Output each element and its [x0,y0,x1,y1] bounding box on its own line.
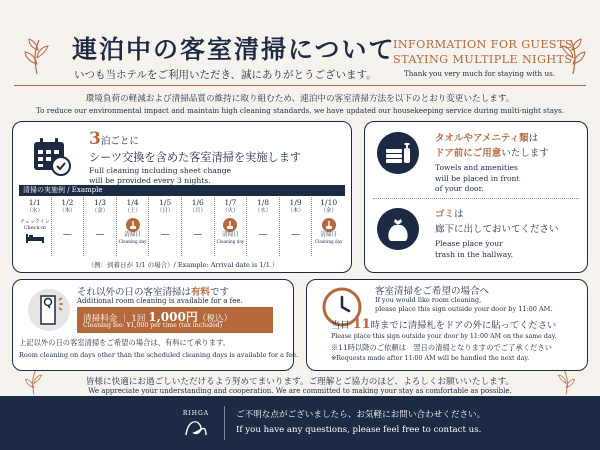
cleaning-day-icon [223,218,237,232]
checkin-en: Check-in [23,225,46,231]
towels-trash-card [364,121,588,273]
checkin-label [19,219,51,231]
fee-tax: （税込） [197,314,233,324]
cleaning-day-label-en: Cleaning day [216,239,245,244]
extra-note-en: Room cleaning on days other than the scheduled cleaning days is available for a fee. [19,351,299,359]
frequency-en-line1: Full cleaning including sheet change [89,166,232,175]
no-cleaning-dash: — [62,230,72,240]
header-divider [14,85,586,86]
schedule-date: 1/3 [93,198,107,207]
request-heading: 客室清掃をご希望の場合へ [375,286,490,297]
schedule-day [312,197,345,256]
extra-heading [77,284,229,298]
page-title-en [393,37,573,67]
towels-en-line2: will be placed in front [435,173,520,183]
towels-door-accent: ドア前にご用意 [435,148,502,159]
fee-en: Cleaning fee: ¥1,000 per time (tax included) [83,322,223,329]
cleaning-day-label: 清掃日 [124,232,141,238]
cleaning-day-label: 清掃日 [320,232,337,238]
cleaning-day-label-en: Cleaning day [118,239,147,244]
title-en-line2: STAYING MULTIPLE NIGHTS [393,53,573,66]
trash-en-line2: trash in the hallway. [435,249,513,259]
footer-contact-jp: ご不明な点がございましたら、お気軽にお問い合わせください。 [236,410,486,420]
footer [0,396,600,450]
example-label: 清掃の実施例 / Example [19,185,345,196]
fee-amount: 1,000円 [148,310,198,324]
hotel-logo [176,405,216,441]
example-note: （例：到着日が 1/1 の場合）/ Example: Arrival date is 1/1.） [87,261,279,269]
cleaning-day-icon [126,218,140,232]
svg-text:RIHGA: RIHGA [182,410,210,417]
cleaning-frequency-card [12,121,352,273]
extra-cleaning-card [12,279,299,371]
greeting-en: Thank you very much for staying with us. [404,69,556,78]
schedule-date: 1/9 [289,198,302,207]
extra-suffix: です [210,287,230,298]
footer-divider [224,406,225,440]
bed-icon [25,232,45,244]
deadline-prefix: 当日 [331,320,350,331]
deadline-suffix: 時までに清掃札をドアの外に貼ってください [370,320,557,331]
trash-text-en [435,239,513,260]
schedule-weekday: （木） [287,208,304,214]
request-late-en: ※Requests made after 11:00 AM will be handled the next day. [331,355,530,362]
schedule-day [182,197,215,256]
extra-accent: 有料 [191,287,211,298]
extra-note-jp: 上記以外の日の客室清掃をご希望の場合は、有料にて承ります。 [19,338,231,347]
frequency-heading [89,129,139,149]
cleaning-day-label-en: Cleaning day [314,239,343,244]
schedule-date: 1/10 [320,198,338,207]
schedule-day [19,197,52,256]
schedule-weekday: （水） [254,208,272,214]
trash-suffix: は [454,209,464,220]
no-cleaning-dash: — [160,230,170,240]
schedule-weekday: （水） [26,208,44,214]
schedule-date: 1/5 [159,198,172,207]
trash-accent: ゴミ [435,209,455,220]
request-en-line2: please place this sign outside your door by 11:00 AM. [375,305,553,313]
cleaning-request-card [306,279,588,371]
extra-prefix: それ以外の日の客室清掃は [77,287,192,298]
intro-en: To reduce our environmental impact and maintain high cleaning standards, we have updated our housekeeping service during multi-night stays. [35,106,565,115]
schedule-weekday: （金） [320,208,337,214]
schedule-day [247,197,280,256]
schedule-weekday: （火） [222,208,239,214]
fee-box [77,307,273,333]
closing-jp: 皆様に快適にお過ごしいただけるよう努めてまいります。ご理解とご協力のほど、よろしくお願いいたします。 [85,377,515,387]
no-cleaning-dash: — [291,230,301,240]
cleaning-day-label: 清掃日 [222,232,239,238]
frequency-en-line2: will be provided every 3 nights. [89,176,211,185]
no-cleaning-dash: — [258,230,268,240]
trash-text-jp [435,207,559,237]
towels-en-line1: Towels and amenities [435,163,518,172]
towels-amenities-icon [377,132,419,174]
schedule-date: 1/6 [191,198,204,207]
frequency-suffix: 泊ごとに [100,136,139,147]
schedule-date: 1/2 [61,198,74,207]
schedule-weekday: （日） [156,208,174,214]
towels-accent: タオルやアメニティ類 [435,133,529,144]
extra-en: Additional room cleaning is available for a fee. [77,297,243,305]
frequency-description: シーツ交換を含めた客室清掃を実施します [89,151,302,164]
schedule-day [84,197,117,256]
trash-bag-icon [377,208,419,250]
no-cleaning-dash: — [193,230,203,240]
closing-en: We appreciate your understanding and cooperation. We are committed to making your stay as comfortable as possible. [88,387,512,395]
door-hanger-icon [27,288,71,332]
schedule-weekday: （木） [59,208,76,214]
card-separator [373,198,579,199]
fee-label: 清掃料金 ｜ 1回 [83,314,146,324]
request-en-line1: If you would like room cleaning, [375,296,482,304]
deadline-hour: 11 [352,317,371,332]
calendar-check-icon [31,136,71,176]
frequency-number: 3 [89,129,101,149]
checkin-jp: チェックイン [19,219,50,225]
request-late-jp: ※11時以降のご依頼は 翌日の清掃となりますのでご了承ください [331,343,552,352]
towels-door-suffix: いたします [501,148,549,159]
greeting-jp: いつも当ホテルをご利用いただき、誠にありがとうございます。 [74,69,377,81]
schedule-weekday: （月） [189,208,207,214]
request-deadline [331,317,556,332]
intro-jp: 環境負荷の軽減および清掃品質の維持に取り組むため、連泊中の客室清掃方法を以下のとおり変更いたします。 [85,94,515,104]
title-en-line1: INFORMATION FOR GUESTS [393,38,573,51]
example-schedule [19,197,345,256]
schedule-date: 1/8 [256,198,270,207]
schedule-weekday: （土） [124,208,141,214]
schedule-day [149,197,182,256]
schedule-day [52,197,85,256]
schedule-date: 1/1 [28,198,41,207]
page-title: 連泊中の客室清掃について [72,35,396,64]
towels-text-jp [435,131,549,161]
schedule-day [280,197,313,256]
schedule-day [117,197,150,256]
towels-suffix: は [528,133,539,144]
schedule-date: 1/4 [126,198,139,207]
request-deadline-en: Please place this sign outside your door by 11:00 AM on the same day. [331,333,557,340]
footer-contact-en: If you have any questions, please feel free to contact us. [236,425,482,435]
no-cleaning-dash: — [95,230,105,240]
towels-text-en [435,163,520,195]
leaf-ornament-icon [20,36,54,76]
cleaning-day-icon [322,218,336,232]
towels-en-line3: of your door. [435,184,484,193]
schedule-day [215,197,248,256]
schedule-date: 1/7 [224,198,237,207]
trash-en-line1: Please place your [435,239,503,248]
schedule-weekday: （金） [91,208,109,214]
trash-line2: 廊下に出しておいてください [435,224,559,235]
